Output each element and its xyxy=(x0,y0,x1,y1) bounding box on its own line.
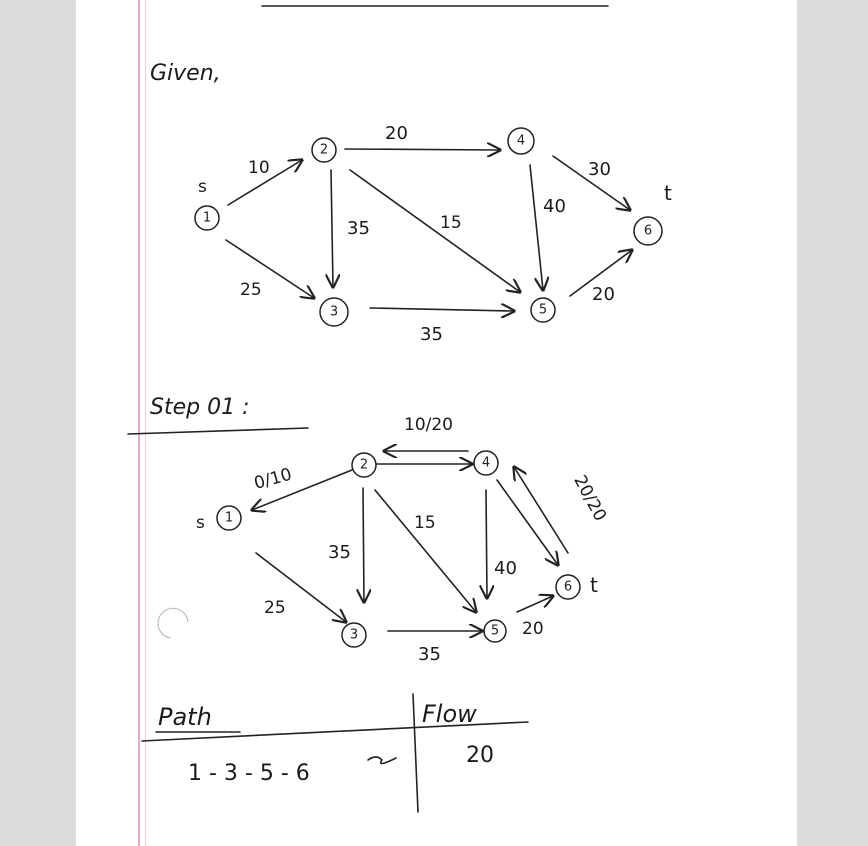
svg-text:3: 3 xyxy=(329,304,339,320)
step-node-2 xyxy=(352,453,376,477)
given-edge-label: 25 xyxy=(240,280,262,300)
svg-text:2: 2 xyxy=(359,457,369,473)
given-node-2 xyxy=(312,138,336,162)
step-edge-label: 25 xyxy=(264,598,286,618)
given-edge-label: 35 xyxy=(347,218,370,239)
step-node-5 xyxy=(484,620,506,642)
given-node-5 xyxy=(531,298,555,322)
svg-text:1: 1 xyxy=(202,210,212,226)
step-edge-label: 10/20 xyxy=(404,415,453,435)
step-edge-4-5 xyxy=(486,490,487,598)
step-graph xyxy=(196,415,610,665)
given-edge-label: 20 xyxy=(592,284,615,305)
given-node-4 xyxy=(508,128,534,154)
given-edge-label: 20 xyxy=(385,123,408,144)
svg-text:1: 1 xyxy=(224,510,234,526)
svg-text:4: 4 xyxy=(481,455,491,471)
given-edge-2-4 xyxy=(345,149,500,150)
path-flow-table xyxy=(142,694,528,812)
step-edge-label: 40 xyxy=(494,558,517,579)
step-node-6 xyxy=(556,575,580,599)
given-edge-label: 35 xyxy=(420,324,443,345)
header-title: Given, xyxy=(150,61,221,86)
given-edge-2-3 xyxy=(331,170,333,287)
step-node-4 xyxy=(474,451,498,475)
table-header-path: Path xyxy=(158,703,212,731)
given-edge-label: 15 xyxy=(440,213,462,233)
sink-label: t xyxy=(664,181,672,205)
step-edge-label: 0/10 xyxy=(251,464,295,494)
table-row-flow: 20 xyxy=(466,743,494,768)
svg-text:2: 2 xyxy=(319,142,329,158)
source-label: s xyxy=(198,177,207,197)
given-node-3 xyxy=(320,298,348,326)
svg-text:4: 4 xyxy=(516,133,526,149)
given-node-6 xyxy=(634,217,662,245)
step-title-underline xyxy=(128,428,308,434)
table-arrow-scribble xyxy=(368,757,396,764)
step-edge-label: 15 xyxy=(414,513,436,533)
step-node-3 xyxy=(342,623,366,647)
svg-text:6: 6 xyxy=(563,579,573,595)
step-node-1 xyxy=(217,506,241,530)
svg-text:6: 6 xyxy=(643,223,653,239)
given-edge-label: 40 xyxy=(543,196,566,217)
table-header-flow: Flow xyxy=(422,700,477,728)
step-edge-label: 20/20 xyxy=(569,472,611,525)
binder-hole xyxy=(158,608,188,638)
svg-text:3: 3 xyxy=(349,627,359,643)
given-graph xyxy=(195,123,672,345)
given-edge-4-5 xyxy=(530,165,543,290)
svg-text:5: 5 xyxy=(490,623,500,639)
step-title: Step 01 : xyxy=(150,395,250,420)
table-divider xyxy=(413,694,418,812)
source-label: s xyxy=(196,513,205,533)
given-edge-label: 30 xyxy=(588,159,611,180)
step-edge-label: 35 xyxy=(328,542,351,563)
table-row-path: 1 - 3 - 5 - 6 xyxy=(188,761,310,786)
step-edge-5-6 xyxy=(517,596,553,612)
step-edge-2-3 xyxy=(363,488,364,602)
svg-text:5: 5 xyxy=(538,302,548,318)
given-node-1 xyxy=(195,206,219,230)
given-edge-2-5 xyxy=(350,170,520,292)
given-edge-label: 10 xyxy=(248,158,270,178)
sink-label: t xyxy=(590,573,598,597)
given-edge-3-5 xyxy=(370,308,514,311)
step-edge-label: 20 xyxy=(522,619,544,639)
step-edge-label: 35 xyxy=(418,644,441,665)
step-edge-2-5 xyxy=(375,490,476,612)
